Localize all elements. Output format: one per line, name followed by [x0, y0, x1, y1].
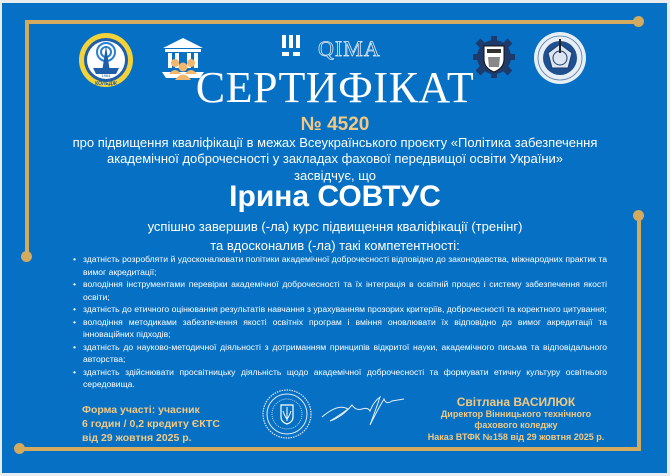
signer-position-1: Директор Вінницького технічного: [440, 409, 592, 419]
title-gold-letter: Ф: [338, 63, 374, 112]
title-part2: ІКАТ: [373, 63, 475, 112]
frame-dot-top-right: [633, 16, 644, 27]
competency-item: • здатність здійснювати просвітницьку діяльність щодо академічної доброчесності та формувати етичну культуру освітнього середовища.: [72, 366, 607, 391]
competency-item: • здатність розробляти й удосконалювати політики академічної доброчесності відповідно до законодавства, міжнародних практик та вимог акредитації;: [72, 253, 607, 278]
certificate-subtitle: про підвищення кваліфікації в межах Всеукраїнського проєкту «Політика забезпечення академічної доброчесності у закладах фахової передвищої освіти України»: [72, 135, 598, 166]
signer-position-2: фахового коледжу: [474, 420, 558, 430]
certificate-number: № 4520: [300, 114, 370, 135]
participation-info: [82, 403, 220, 445]
competency-item: • володіння методиками забезпечення якості освітніх програм і вміння оновлювати їх відповідно до вимог акредитації та інноваційних підходів;: [72, 316, 607, 341]
order-reference: Наказ ВТФК №158 від 29 жовтня 2025 р.: [427, 432, 605, 442]
frame-dot-bottom-left: [14, 443, 25, 454]
signer-block: [400, 395, 632, 443]
signature-icon: [318, 391, 408, 429]
svg-text:1964: 1964: [101, 73, 111, 78]
completion-line-2: та вдосконалив (-ла) такі компетентності:: [210, 238, 460, 253]
qima-logo: QIMA: [318, 36, 381, 61]
issue-date: від 29 жовтня 2025 р.: [82, 432, 192, 444]
signer-name: Світлана ВАСИЛЮК: [456, 395, 576, 409]
competencies-list: [72, 253, 607, 391]
recipient-name: Ірина СОВТУС: [229, 180, 441, 213]
competency-item: • володіння інструментами перевірки академічної доброчесності та їх інтеграція в освітній процес і систему забезпечення якості освіти;: [72, 278, 607, 303]
exclamation-logo-icon: [280, 34, 302, 58]
frame-line-bottom: [20, 447, 641, 451]
certifies-text: засвідчує, що: [294, 168, 376, 183]
competency-item: • здатність до етичного оцінювання результатів навчання з урахуванням прозорих критеріїв, доброчесності та коректного цитування;: [72, 303, 607, 316]
competency-item: • здатність до науково-методичної діяльності з дотриманням принципів відкритої науки, академічного письма та відповідального авторства;: [72, 341, 607, 366]
official-seal-icon: [262, 389, 312, 439]
completion-line-1: успішно завершив (-ла) курс підвищення кваліфікації (тренінг): [147, 219, 523, 234]
certificate-title: [0, 64, 670, 112]
frame-line-top: [26, 20, 638, 24]
title-part1: СЕРТИ: [195, 63, 339, 112]
participation-form: Форма участі: учасник: [82, 404, 200, 416]
completion-text: [0, 217, 670, 255]
hours-credits: 6 годин / 0,2 кредиту ЄКТС: [82, 418, 220, 430]
svg-text:КОЛЕДЖ: КОЛЕДЖ: [95, 81, 117, 87]
